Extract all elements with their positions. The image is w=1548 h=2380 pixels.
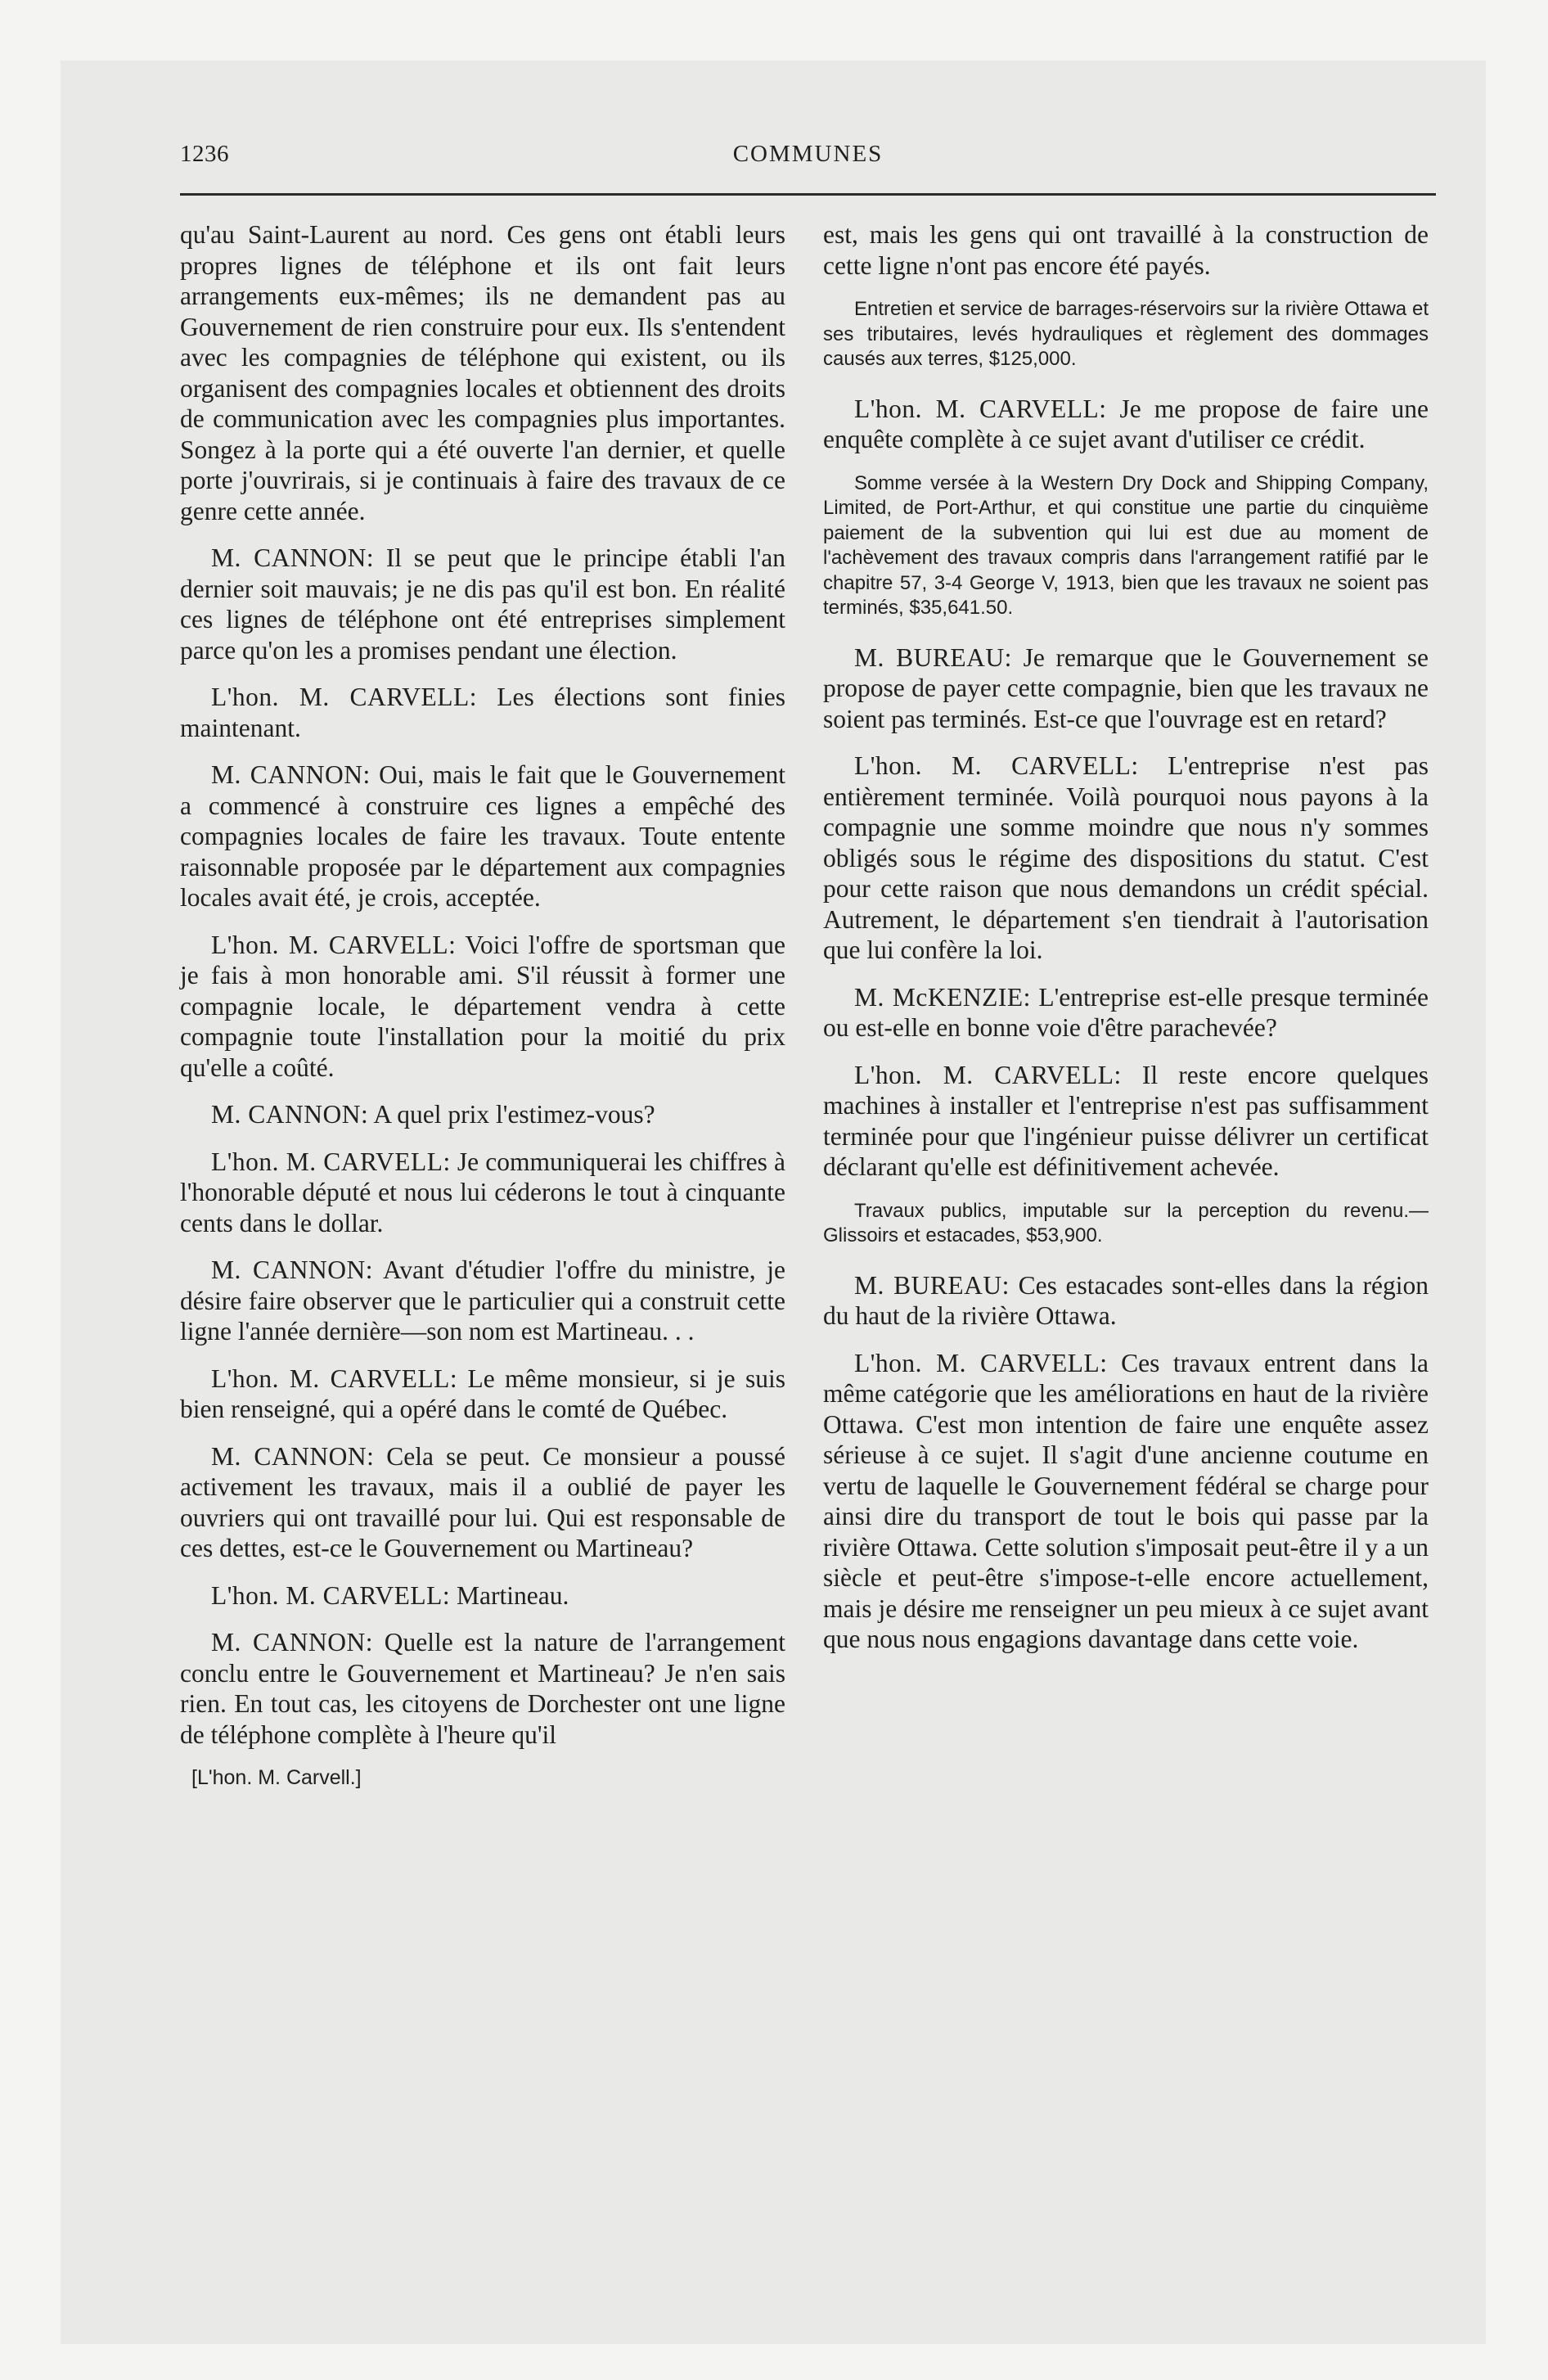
- speech-paragraph: [180, 1099, 785, 1130]
- speech-paragraph: [823, 394, 1429, 455]
- speaker-name: M. McKENZIE:: [854, 982, 1031, 1012]
- speech-paragraph: [180, 1255, 785, 1347]
- paragraph-text: Ces travaux entrent dans la même catégorie que les améliorations en haut de la rivière Ottawa. C'est mon intention de faire une enquête assez sérieuse à ce sujet. Il s'agit d'une ancienne coutume en vertu de laquelle le Gouvernement fédéral se charge pour ainsi dire du transport de tout le bois qui passe par la rivière Ottawa. Cette solution s'imposait peut-être il y a un siècle et peut-être s'impose-t-elle encore actuellement, mais je désire me renseigner un peu mieux à ce sujet avant que nous nous engagions davantage dans cette voie.: [823, 1348, 1429, 1653]
- paragraph-text: Travaux publics, imputable sur la perception du revenu.—Glissoirs et estacades, $53,900.: [823, 1199, 1429, 1246]
- paragraph-text: Les élections sont finies maintenant.: [180, 683, 785, 742]
- speaker-name: L'hon. M. CARVELL:: [854, 1060, 1122, 1089]
- speech-paragraph: [823, 982, 1429, 1044]
- speaker-name: M. CANNON:: [211, 1628, 374, 1657]
- page-header: [180, 137, 1436, 187]
- paragraph-text: Je communiquerai les chiffres à l'honorable député et nous lui céderons le tout à cinquante cents dans le dollar.: [180, 1147, 785, 1237]
- budget-item: [823, 297, 1429, 372]
- speech-paragraph: [180, 1441, 785, 1564]
- speaker-name: L'hon. M. CARVELL:: [211, 683, 477, 711]
- paragraph-text: Je me propose de faire une enquête complète à ce sujet avant d'utiliser ce crédit.: [823, 394, 1429, 453]
- speaker-name: L'hon. M. CARVELL:: [211, 1147, 451, 1176]
- speech-paragraph: [180, 930, 785, 1084]
- page-number: 1236: [180, 141, 229, 167]
- paragraph-text: Je remarque que le Gouvernement se propose de payer cette compagnie, bien que les travaux ne soient pas terminés. Est-ce que l'ouvrage est en retard?: [823, 642, 1429, 733]
- speech-paragraph: [823, 1270, 1429, 1332]
- paragraph-text: Il reste encore quelques machines à installer et l'entreprise n'est pas suffisamment terminée pour que l'ingénieur puisse délivrer un certificat déclarant qu'elle est définitivement achevée.: [823, 1060, 1429, 1181]
- budget-item: [823, 471, 1429, 621]
- paragraph-text: Quelle est la nature de l'arrangement conclu entre le Gouvernement et Martineau? Je n'en sais rien. En tout cas, les citoyens de Dorchester ont une ligne de téléphone complète à l'heure qu'il: [180, 1628, 786, 1749]
- paragraph-text: Entretien et service de barrages-réservoirs sur la rivière Ottawa et ses tributaires, levés hydrauliques et règlement des dommages causés aux terres, $125,000.: [823, 298, 1429, 370]
- speech-paragraph: [180, 760, 785, 913]
- paragraph-text: Cela se peut. Ce monsieur a poussé activement les travaux, mais il a oublié de payer les ouvriers qui ont travaillé pour lui. Qui est responsable de ces dettes, est-ce le Gouvernement ou Martineau?: [180, 1441, 786, 1562]
- paragraph-text: est, mais les gens qui ont travaillé à la construction de cette ligne n'ont pas encore été payés.: [823, 220, 1429, 280]
- speaker-attribution: [L'hon. M. Carvell.]: [191, 1766, 362, 1789]
- right-column: [823, 219, 1429, 1671]
- speaker-name: M. CANNON:: [211, 1100, 369, 1129]
- running-head: COMMUNES: [732, 141, 884, 167]
- speaker-name: L'hon. M. CARVELL:: [854, 394, 1107, 423]
- paragraph-text: Oui, mais le fait que le Gouvernement a commencé à construire ces lignes a empêché des compagnies locales de faire les travaux. Toute entente raisonnable proposée par le département aux compagnies locales avait été, je crois, acceptée.: [180, 760, 785, 912]
- speech-paragraph: [180, 1580, 785, 1611]
- speaker-name: M. CANNON:: [211, 1441, 375, 1471]
- speaker-name: L'hon. M. CARVELL:: [854, 751, 1139, 780]
- paragraph-text: L'entreprise n'est pas entièrement terminée. Voilà pourquoi nous payons à la compagnie une somme moindre que nous n'y sommes obligés sous le régime des dispositions du statut. C'est pour cette raison que nous demandons un crédit spécial. Autrement, le département s'en tiendrait à l'autorisation que lui confère la loi.: [823, 751, 1429, 964]
- paragraph-text: Le même monsieur, si je suis bien renseigné, qui a opéré dans le comté de Québec.: [180, 1364, 785, 1423]
- speaker-name: L'hon. M. CARVELL:: [211, 930, 457, 959]
- left-column: [180, 219, 785, 1790]
- paragraph-text: Voici l'offre de sportsman que je fais à mon honorable ami. S'il réussit à former une compagnie locale, le département vendra à cette compagnie toute l'installation pour la moitié du prix qu'elle a coûté.: [180, 930, 785, 1082]
- budget-item: [823, 1199, 1429, 1249]
- speech-paragraph: [823, 219, 1429, 281]
- speaker-name: L'hon. M. CARVELL:: [211, 1580, 451, 1610]
- speaker-name: M. BUREAU:: [854, 642, 1012, 672]
- paragraph-text: Martineau.: [457, 1580, 569, 1610]
- paragraph-text: Il se peut que le principe établi l'an dernier soit mauvais; je ne dis pas qu'il est bon. En réalité ces lignes de téléphone ont été entreprises simplement parce qu'on les a promises pendant une élection.: [180, 543, 786, 665]
- paragraph-text: qu'au Saint-Laurent au nord. Ces gens ont établi leurs propres lignes de téléphone et ils ont fait leurs arrangements eux-mêmes; ils ne demandent pas au Gouvernement de rien construire pour eux. Ils s'entendent avec les compagnies de téléphone qui existent, ou ils organisent des compagnies locales et obtiennent des droits de communication avec les compagnies plus importantes. Songez à la porte qui a été ouverte l'an dernier, et quelle porte j'ouvrirais, si je continuais à faire des travaux de ce genre cette année.: [180, 220, 785, 525]
- speaker-name: M. CANNON:: [211, 543, 375, 572]
- speech-paragraph: [180, 543, 785, 665]
- paragraph-text: A quel prix l'estimez-vous?: [373, 1100, 655, 1129]
- speaker-name: M. CANNON:: [211, 1255, 374, 1284]
- speech-paragraph: [180, 1147, 785, 1239]
- speaker-name: L'hon. M. CARVELL:: [211, 1364, 458, 1393]
- speech-paragraph: [180, 682, 785, 743]
- speaker-name: M. CANNON:: [211, 760, 371, 789]
- speech-paragraph: [823, 1060, 1429, 1183]
- speech-paragraph: [180, 219, 785, 526]
- speech-paragraph: [823, 751, 1429, 966]
- header-rule: [180, 193, 1436, 196]
- speaker-name: M. BUREAU:: [854, 1270, 1010, 1300]
- speech-paragraph: [180, 1627, 785, 1750]
- paragraph-text: Avant d'étudier l'offre du ministre, je désire faire observer que le particulier qui a construit cette ligne l'année dernière—son nom est Martineau. . .: [180, 1255, 786, 1346]
- speech-paragraph: [823, 642, 1429, 735]
- paragraph-text: L'entreprise est-elle presque terminée ou est-elle en bonne voie d'être parachevée?: [823, 982, 1429, 1042]
- paragraph-text: Somme versée à la Western Dry Dock and Shipping Company, Limited, de Port-Arthur, et qui constitue une partie du cinquième paiement de la subvention qui lui est due au moment de l'achèvement des travaux compris dans l'arrangement ratifié par le chapitre 57, 3-4 George V, 1913, bien que les travaux ne soient pas terminés, $35,641.50.: [823, 471, 1429, 619]
- speaker-name: L'hon. M. CARVELL:: [854, 1348, 1108, 1377]
- speech-paragraph: [823, 1348, 1429, 1655]
- paragraph-text: Ces estacades sont-elles dans la région du haut de la rivière Ottawa.: [823, 1270, 1429, 1330]
- speech-paragraph: [180, 1364, 785, 1425]
